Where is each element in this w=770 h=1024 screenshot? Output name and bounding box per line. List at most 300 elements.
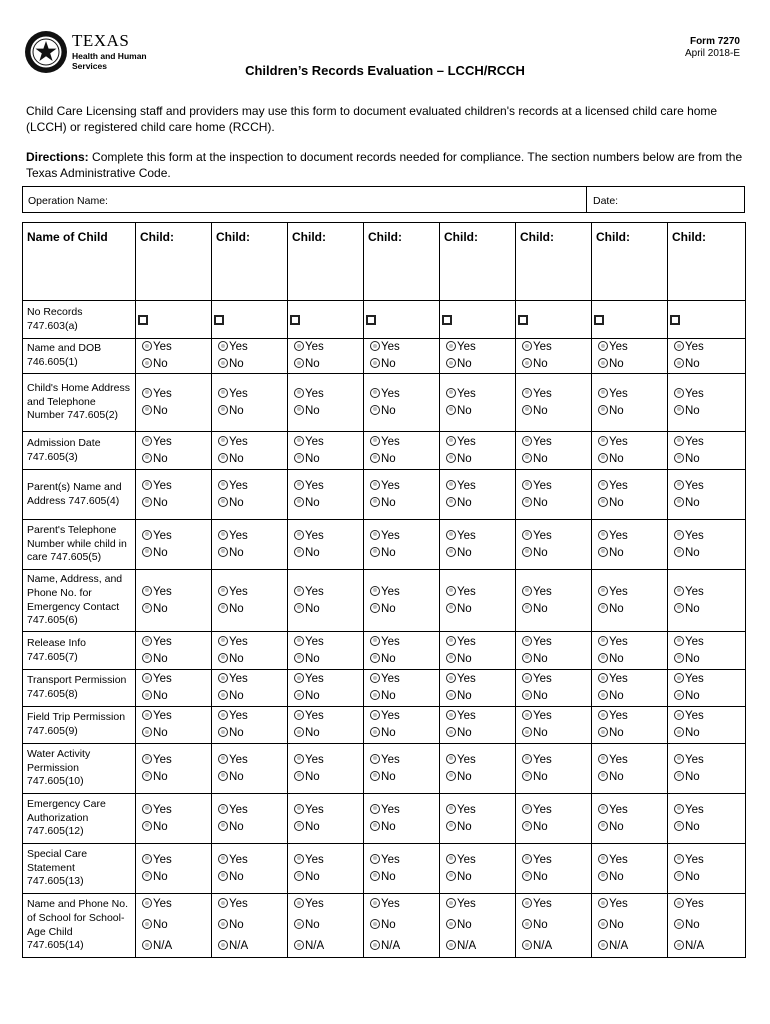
answer-cell: [516, 470, 592, 520]
yes-option[interactable]: [668, 802, 745, 819]
radio-icon: [370, 436, 380, 446]
yes-option[interactable]: [668, 584, 745, 601]
yes-option[interactable]: [288, 386, 363, 403]
radio-icon: [598, 727, 608, 737]
no-option[interactable]: [136, 688, 211, 705]
no-option[interactable]: [212, 769, 287, 786]
yes-option[interactable]: [592, 584, 667, 601]
radio-icon: [294, 871, 304, 881]
no-option[interactable]: [136, 651, 211, 668]
no-option[interactable]: [516, 545, 591, 562]
radio-icon: [294, 497, 304, 507]
no-label: No: [305, 496, 320, 509]
yes-option[interactable]: [668, 528, 745, 545]
yes-option[interactable]: [516, 528, 591, 545]
radio-icon: [522, 940, 532, 950]
yes-option[interactable]: [592, 894, 667, 915]
radio-icon: [294, 358, 304, 368]
no-option[interactable]: [668, 688, 745, 705]
no-option[interactable]: [440, 769, 515, 786]
yes-option[interactable]: [516, 802, 591, 819]
yes-option[interactable]: [668, 671, 745, 688]
yes-option[interactable]: [592, 528, 667, 545]
yes-label: Yes: [305, 341, 324, 353]
no-option[interactable]: [440, 869, 515, 886]
na-label: N/A: [153, 940, 173, 952]
no-option[interactable]: [136, 915, 211, 936]
yes-option[interactable]: [440, 584, 515, 601]
no-option[interactable]: [516, 725, 591, 742]
no-option[interactable]: [516, 651, 591, 668]
child-name-cell[interactable]: Child:: [668, 223, 746, 301]
no-option[interactable]: [440, 819, 515, 836]
no-option[interactable]: [668, 725, 745, 742]
no-label: No: [457, 652, 472, 665]
radio-icon: [598, 898, 608, 908]
answer-cell: [668, 794, 746, 844]
no-label: No: [685, 870, 700, 883]
yes-option[interactable]: [440, 671, 515, 688]
yes-label: Yes: [229, 898, 248, 910]
child-name-cell[interactable]: Child:: [516, 223, 592, 301]
yes-option[interactable]: [288, 584, 363, 601]
yes-option[interactable]: [668, 634, 745, 651]
no-option[interactable]: [668, 545, 745, 562]
no-option[interactable]: [364, 651, 439, 668]
yes-option[interactable]: [288, 528, 363, 545]
no-option[interactable]: [592, 819, 667, 836]
answer-cell: [212, 894, 288, 958]
yes-option[interactable]: [364, 752, 439, 769]
yes-option[interactable]: [592, 386, 667, 403]
no-option[interactable]: [288, 651, 363, 668]
operation-name-field[interactable]: Operation Name:: [28, 195, 108, 207]
no-option[interactable]: [592, 915, 667, 936]
yes-option[interactable]: [364, 339, 439, 356]
yes-option[interactable]: [592, 339, 667, 356]
yes-option[interactable]: [516, 339, 591, 356]
no-option[interactable]: [592, 403, 667, 420]
no-option[interactable]: [668, 769, 745, 786]
yes-option[interactable]: [516, 386, 591, 403]
na-option[interactable]: [592, 936, 667, 957]
na-option[interactable]: [288, 936, 363, 957]
no-option[interactable]: [668, 915, 745, 936]
na-option[interactable]: [516, 936, 591, 957]
no-option[interactable]: [516, 356, 591, 373]
answer-cell: [440, 670, 516, 707]
no-option[interactable]: [136, 356, 211, 373]
no-option[interactable]: [212, 495, 287, 512]
no-records-checkbox[interactable]: [442, 315, 452, 325]
yes-option[interactable]: [516, 894, 591, 915]
no-option[interactable]: [136, 725, 211, 742]
yes-option[interactable]: [592, 802, 667, 819]
yes-option[interactable]: [440, 634, 515, 651]
yes-option[interactable]: [212, 752, 287, 769]
radio-icon: [522, 497, 532, 507]
yes-option[interactable]: [440, 802, 515, 819]
yes-option[interactable]: [288, 708, 363, 725]
no-option[interactable]: [592, 725, 667, 742]
yes-option[interactable]: [440, 339, 515, 356]
child-name-cell[interactable]: Child:: [364, 223, 440, 301]
no-option[interactable]: [288, 356, 363, 373]
yes-option[interactable]: [364, 584, 439, 601]
date-cell: [586, 187, 619, 212]
yes-option[interactable]: [592, 671, 667, 688]
no-option[interactable]: [136, 495, 211, 512]
no-option[interactable]: [668, 601, 745, 618]
na-option[interactable]: [440, 936, 515, 957]
radio-icon: [218, 771, 228, 781]
yes-option[interactable]: [516, 671, 591, 688]
no-option[interactable]: [212, 451, 287, 468]
no-option[interactable]: [516, 869, 591, 886]
no-option[interactable]: [592, 545, 667, 562]
radio-icon: [294, 804, 304, 814]
yes-option[interactable]: [516, 634, 591, 651]
yes-option[interactable]: [516, 852, 591, 869]
yes-option[interactable]: [440, 478, 515, 495]
no-label: No: [229, 404, 244, 417]
answer-cell: [440, 744, 516, 794]
no-option[interactable]: [212, 725, 287, 742]
answer-cell: [668, 374, 746, 432]
yes-option[interactable]: [364, 634, 439, 651]
no-records-checkbox[interactable]: [670, 315, 680, 325]
no-label: No: [457, 496, 472, 509]
no-option[interactable]: [364, 915, 439, 936]
yes-option[interactable]: [668, 708, 745, 725]
yes-option[interactable]: [136, 339, 211, 356]
no-option[interactable]: [212, 915, 287, 936]
yes-option[interactable]: [288, 634, 363, 651]
yes-option[interactable]: [440, 708, 515, 725]
no-option[interactable]: [440, 356, 515, 373]
child-name-cell[interactable]: Child:: [592, 223, 668, 301]
yes-option[interactable]: [516, 434, 591, 451]
no-option[interactable]: [516, 688, 591, 705]
answer-cell: [516, 339, 592, 374]
no-label: No: [533, 727, 548, 739]
no-option[interactable]: [212, 688, 287, 705]
yes-option[interactable]: [288, 852, 363, 869]
radio-icon: [142, 405, 152, 415]
radio-icon: [674, 453, 684, 463]
no-option[interactable]: [212, 819, 287, 836]
yes-option[interactable]: [592, 852, 667, 869]
yes-label: Yes: [685, 435, 704, 448]
no-option[interactable]: [212, 545, 287, 562]
yes-option[interactable]: [440, 752, 515, 769]
yes-option[interactable]: [516, 708, 591, 725]
no-option[interactable]: [592, 451, 667, 468]
yes-option[interactable]: [668, 894, 745, 915]
child-name-cell[interactable]: Child:: [288, 223, 364, 301]
no-option[interactable]: [136, 451, 211, 468]
yes-option[interactable]: [212, 528, 287, 545]
no-option[interactable]: [136, 769, 211, 786]
no-label: No: [609, 358, 624, 370]
no-option[interactable]: [668, 819, 745, 836]
yes-option[interactable]: [364, 528, 439, 545]
radio-icon: [446, 821, 456, 831]
no-option[interactable]: [440, 651, 515, 668]
no-option[interactable]: [364, 601, 439, 618]
answer-cell: [440, 339, 516, 374]
no-option[interactable]: [516, 601, 591, 618]
yes-option[interactable]: [364, 434, 439, 451]
no-option[interactable]: [288, 915, 363, 936]
no-option[interactable]: [136, 545, 211, 562]
name-of-child-header: Name of Child: [23, 223, 136, 301]
yes-option[interactable]: [212, 708, 287, 725]
yes-label: Yes: [305, 435, 324, 448]
answer-cell: [668, 844, 746, 894]
radio-icon: [370, 358, 380, 368]
no-label: No: [457, 546, 472, 559]
yes-option[interactable]: [136, 584, 211, 601]
yes-option[interactable]: [440, 386, 515, 403]
no-records-checkbox[interactable]: [214, 315, 224, 325]
no-label: No: [153, 690, 168, 702]
yes-label: Yes: [533, 710, 552, 722]
no-records-checkbox[interactable]: [290, 315, 300, 325]
yes-option[interactable]: [212, 802, 287, 819]
yes-option[interactable]: [440, 434, 515, 451]
no-option[interactable]: [440, 495, 515, 512]
no-option[interactable]: [212, 356, 287, 373]
no-option[interactable]: [516, 819, 591, 836]
no-option[interactable]: [592, 651, 667, 668]
no-option[interactable]: [364, 403, 439, 420]
yes-option[interactable]: [516, 752, 591, 769]
no-option[interactable]: [364, 495, 439, 512]
yes-label: Yes: [153, 387, 172, 400]
no-option[interactable]: [288, 869, 363, 886]
yes-option[interactable]: [440, 852, 515, 869]
no-option[interactable]: [364, 451, 439, 468]
no-option[interactable]: [288, 819, 363, 836]
yes-option[interactable]: [668, 339, 745, 356]
yes-option[interactable]: [364, 478, 439, 495]
no-option[interactable]: [516, 769, 591, 786]
radio-icon: [218, 690, 228, 700]
yes-option[interactable]: [592, 478, 667, 495]
no-option[interactable]: [364, 545, 439, 562]
yes-label: Yes: [685, 898, 704, 910]
yes-option[interactable]: [288, 434, 363, 451]
yes-option[interactable]: [288, 671, 363, 688]
na-option[interactable]: [212, 936, 287, 957]
no-option[interactable]: [592, 688, 667, 705]
no-option[interactable]: [516, 495, 591, 512]
yes-option[interactable]: [592, 434, 667, 451]
no-option[interactable]: [668, 869, 745, 886]
no-option[interactable]: [364, 356, 439, 373]
yes-option[interactable]: [136, 708, 211, 725]
answer-cell: [440, 374, 516, 432]
yes-option[interactable]: [288, 894, 363, 915]
yes-option[interactable]: [668, 852, 745, 869]
answer-cell: [592, 844, 668, 894]
no-option[interactable]: [364, 819, 439, 836]
no-records-checkbox[interactable]: [518, 315, 528, 325]
answer-cell: [668, 744, 746, 794]
no-option[interactable]: [288, 601, 363, 618]
yes-option[interactable]: [212, 478, 287, 495]
no-label: No: [153, 602, 168, 615]
child-name-cell[interactable]: Child:: [440, 223, 516, 301]
yes-option[interactable]: [136, 894, 211, 915]
no-option[interactable]: [516, 403, 591, 420]
no-option[interactable]: [364, 769, 439, 786]
yes-option[interactable]: [136, 752, 211, 769]
yes-option[interactable]: [288, 339, 363, 356]
yes-option[interactable]: [592, 708, 667, 725]
no-records-checkbox[interactable]: [138, 315, 148, 325]
yes-label: Yes: [153, 341, 172, 353]
no-option[interactable]: [288, 403, 363, 420]
yes-option[interactable]: [364, 894, 439, 915]
no-option[interactable]: [516, 915, 591, 936]
no-option[interactable]: [592, 495, 667, 512]
no-option[interactable]: [364, 725, 439, 742]
radio-icon: [522, 653, 532, 663]
yes-option[interactable]: [136, 434, 211, 451]
yes-option[interactable]: [212, 894, 287, 915]
no-option[interactable]: [668, 356, 745, 373]
yes-option[interactable]: [364, 386, 439, 403]
no-option[interactable]: [516, 451, 591, 468]
yes-option[interactable]: [592, 752, 667, 769]
radio-icon: [446, 603, 456, 613]
yes-option[interactable]: [668, 478, 745, 495]
yes-option[interactable]: [668, 434, 745, 451]
no-option[interactable]: [592, 356, 667, 373]
yes-option[interactable]: [364, 671, 439, 688]
no-option[interactable]: [440, 915, 515, 936]
no-option[interactable]: [364, 688, 439, 705]
no-option[interactable]: [592, 869, 667, 886]
yes-option[interactable]: [364, 852, 439, 869]
radio-icon: [674, 480, 684, 490]
yes-option[interactable]: [440, 528, 515, 545]
no-option[interactable]: [440, 545, 515, 562]
yes-option[interactable]: [288, 802, 363, 819]
no-option[interactable]: [288, 688, 363, 705]
no-option[interactable]: [440, 725, 515, 742]
na-option[interactable]: [364, 936, 439, 957]
yes-option[interactable]: [212, 671, 287, 688]
yes-option[interactable]: [136, 634, 211, 651]
no-label: No: [305, 452, 320, 465]
no-option[interactable]: [136, 819, 211, 836]
no-option[interactable]: [440, 601, 515, 618]
radio-icon: [218, 710, 228, 720]
no-option[interactable]: [288, 545, 363, 562]
table-row: [23, 794, 746, 844]
no-option[interactable]: [288, 495, 363, 512]
yes-label: Yes: [457, 387, 476, 400]
yes-label: Yes: [229, 635, 248, 648]
no-option[interactable]: [136, 601, 211, 618]
no-option[interactable]: [288, 769, 363, 786]
yes-option[interactable]: [212, 634, 287, 651]
no-option[interactable]: [212, 403, 287, 420]
no-option[interactable]: [440, 403, 515, 420]
yes-option[interactable]: [136, 671, 211, 688]
yes-option[interactable]: [440, 894, 515, 915]
yes-label: Yes: [609, 673, 628, 685]
yes-option[interactable]: [212, 339, 287, 356]
no-option[interactable]: [592, 769, 667, 786]
yes-option[interactable]: [212, 852, 287, 869]
yes-option[interactable]: [364, 802, 439, 819]
no-option[interactable]: [212, 651, 287, 668]
na-option[interactable]: [136, 936, 211, 957]
radio-icon: [446, 341, 456, 351]
yes-label: Yes: [153, 635, 172, 648]
no-option[interactable]: [288, 725, 363, 742]
no-option[interactable]: [668, 495, 745, 512]
yes-option[interactable]: [668, 752, 745, 769]
radio-icon: [142, 436, 152, 446]
no-option[interactable]: [668, 651, 745, 668]
yes-option[interactable]: [212, 434, 287, 451]
no-records-checkbox[interactable]: [594, 315, 604, 325]
na-option[interactable]: [668, 936, 745, 957]
radio-icon: [142, 636, 152, 646]
yes-option[interactable]: [364, 708, 439, 725]
no-option[interactable]: [668, 403, 745, 420]
no-option[interactable]: [440, 688, 515, 705]
no-option[interactable]: [288, 451, 363, 468]
yes-option[interactable]: [136, 386, 211, 403]
yes-option[interactable]: [516, 584, 591, 601]
yes-option[interactable]: [136, 528, 211, 545]
yes-option[interactable]: [288, 752, 363, 769]
yes-option[interactable]: [288, 478, 363, 495]
date-field[interactable]: Date:: [593, 195, 619, 207]
yes-option[interactable]: [136, 852, 211, 869]
no-records-checkbox[interactable]: [366, 315, 376, 325]
no-option[interactable]: [136, 403, 211, 420]
child-name-cell[interactable]: Child:: [212, 223, 288, 301]
no-option[interactable]: [592, 601, 667, 618]
yes-option[interactable]: [212, 584, 287, 601]
yes-option[interactable]: [516, 478, 591, 495]
yes-option[interactable]: [136, 802, 211, 819]
yes-label: Yes: [685, 341, 704, 353]
no-option[interactable]: [364, 869, 439, 886]
yes-option[interactable]: [592, 634, 667, 651]
no-option[interactable]: [668, 451, 745, 468]
yes-option[interactable]: [136, 478, 211, 495]
yes-label: Yes: [229, 585, 248, 598]
child-name-cell[interactable]: Child:: [136, 223, 212, 301]
yes-option[interactable]: [668, 386, 745, 403]
no-option[interactable]: [212, 869, 287, 886]
no-option[interactable]: [212, 601, 287, 618]
yes-option[interactable]: [212, 386, 287, 403]
yes-label: Yes: [457, 435, 476, 448]
no-option[interactable]: [136, 869, 211, 886]
radio-icon: [218, 636, 228, 646]
answer-cell: [288, 794, 364, 844]
no-option[interactable]: [440, 451, 515, 468]
